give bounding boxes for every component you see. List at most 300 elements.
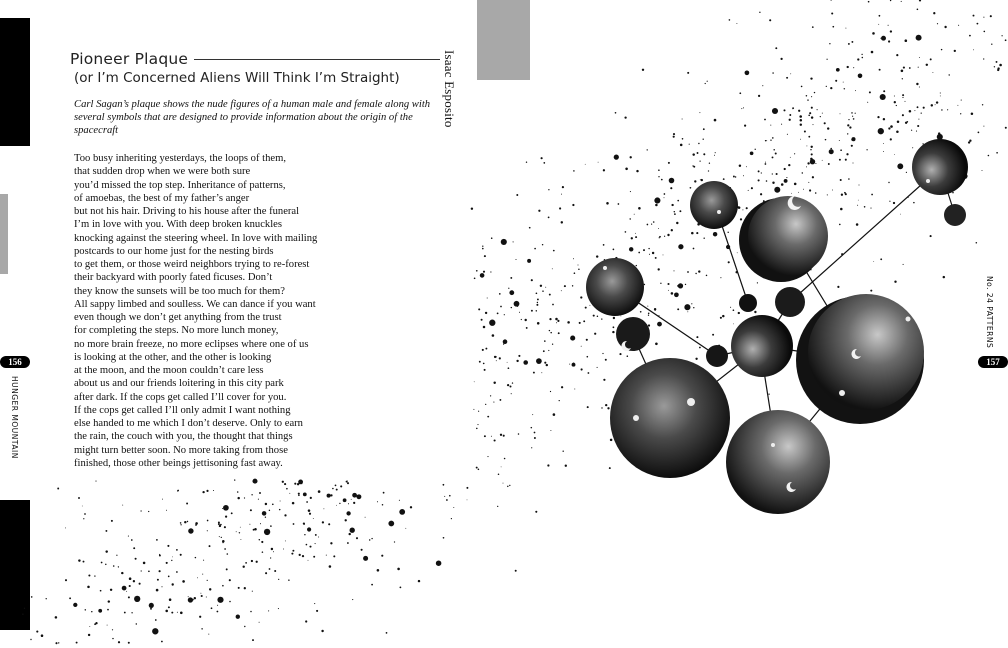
star-dot [603, 379, 605, 381]
star-dot [657, 322, 662, 327]
star-dot [306, 501, 308, 503]
star-dot [937, 23, 938, 24]
star-dot [743, 107, 744, 108]
star-dot [893, 202, 895, 204]
star-dot [926, 64, 928, 66]
poem-body [74, 152, 374, 470]
star-dot [879, 15, 881, 17]
star-dot [912, 147, 913, 148]
star-dot [667, 234, 669, 236]
star-dot [519, 312, 520, 313]
star-dot [521, 319, 522, 320]
star-dot [674, 213, 676, 215]
poem-line: else handed to me which I don’t deserve. Only to earn [74, 418, 303, 429]
star-dot [377, 501, 378, 502]
star-dot [943, 276, 945, 278]
star-dot [728, 261, 730, 263]
star-dot [570, 336, 575, 341]
star-dot [707, 81, 708, 82]
star-dot [807, 99, 808, 100]
star-dot [547, 464, 549, 466]
star-dot [485, 404, 486, 405]
star-dot [760, 193, 762, 195]
star-dot [508, 288, 509, 289]
star-dot [638, 207, 641, 210]
star-dot [916, 35, 922, 41]
star-dot [585, 307, 587, 309]
star-dot [476, 467, 478, 469]
star-dot [846, 153, 848, 155]
star-dot [602, 353, 603, 354]
star-dot [822, 113, 823, 114]
star-dot [363, 556, 368, 561]
poem-epigraph: Carl Sagan’s plaque shows the nude figures of a human male and female along with several symbols that are designed to provide information about the origin of the spacecraft [74, 99, 431, 136]
poem-line: of amoebas, the best of my father’s anger [74, 192, 250, 204]
star-dot [754, 311, 756, 313]
star-dot [507, 362, 508, 363]
star-dot [110, 589, 112, 591]
left-page-number: 156 [0, 356, 30, 368]
star-dot [691, 303, 692, 304]
star-dot [293, 523, 295, 525]
star-dot [775, 47, 777, 49]
star-dot [654, 310, 655, 311]
star-dot [581, 368, 583, 370]
star-dot [546, 364, 548, 366]
star-dot [983, 17, 984, 18]
star-dot [303, 493, 307, 497]
star-dot [806, 145, 807, 146]
star-dot [888, 25, 889, 26]
star-dot [280, 501, 281, 502]
title-rule [194, 59, 440, 60]
star-dot [829, 43, 830, 44]
star-dot [790, 73, 791, 74]
star-dot [873, 261, 874, 262]
star-dot [244, 587, 246, 589]
star-dot [82, 506, 83, 507]
star-dot [321, 630, 323, 632]
star-dot [541, 157, 543, 159]
star-dot [527, 259, 531, 263]
star-dot [273, 551, 274, 552]
star-dot [786, 77, 788, 79]
star-dot [864, 206, 866, 208]
star-dot [237, 497, 239, 499]
star-dot [177, 612, 178, 613]
star-dot [900, 214, 901, 215]
star-dot [330, 494, 332, 496]
poem-line: but not his hair. Driving to his house after the funeral [74, 206, 300, 217]
star-dot [476, 428, 478, 430]
star-dot [762, 85, 763, 86]
star-dot [769, 19, 771, 21]
star-dot [131, 612, 132, 613]
star-dot [351, 499, 352, 500]
star-dot [478, 411, 479, 412]
star-dot [347, 542, 349, 544]
star-dot [933, 12, 935, 14]
star-dot [709, 163, 710, 164]
star-dot [489, 320, 495, 326]
star-dot [801, 86, 803, 88]
star-dot [278, 579, 279, 580]
star-dot [186, 503, 188, 505]
star-dot [612, 331, 614, 333]
star-dot [894, 154, 895, 155]
star-dot [476, 270, 478, 272]
star-dot [671, 229, 673, 231]
poem-line: finished, those other beings jettisoning fast away. [74, 457, 283, 469]
star-dot [808, 182, 809, 183]
star-dot [313, 518, 314, 519]
star-dot [471, 207, 473, 209]
star-dot [976, 242, 978, 244]
star-dot [399, 500, 400, 501]
star-dot [810, 77, 812, 79]
star-dot [308, 560, 309, 561]
star-dot [265, 517, 266, 518]
star-dot [880, 38, 881, 39]
star-dot [996, 61, 998, 63]
star-dot [812, 124, 813, 125]
star-dot [835, 80, 837, 82]
star-dot [768, 393, 769, 394]
star-dot [837, 286, 839, 288]
star-dot [112, 638, 113, 639]
star-dot [128, 596, 130, 598]
star-dot [249, 524, 250, 525]
star-dot [265, 503, 267, 505]
star-dot [586, 339, 588, 341]
star-dot [162, 499, 163, 500]
star-dot [555, 318, 558, 321]
star-dot [775, 188, 777, 190]
star-dot [669, 178, 675, 184]
star-dot [418, 580, 420, 582]
star-dot [543, 162, 545, 164]
star-dot [913, 202, 915, 204]
star-dot [917, 106, 919, 108]
star-dot [848, 178, 850, 180]
star-dot [105, 550, 107, 552]
star-dot [781, 124, 782, 125]
star-dot [722, 315, 724, 317]
star-dot [562, 450, 563, 451]
left-running-head: HUNGER MOUNTAIN [10, 376, 19, 459]
star-dot [46, 598, 47, 599]
star-dot [168, 576, 170, 578]
star-dot [244, 497, 245, 498]
star-dot [687, 72, 689, 74]
star-dot [299, 554, 301, 556]
star-dot [219, 536, 220, 537]
star-dot [223, 505, 229, 511]
star-dot [879, 69, 881, 71]
star-dot [494, 439, 496, 441]
star-dot [484, 255, 486, 257]
star-dot [467, 499, 468, 500]
star-dot [983, 58, 984, 59]
star-dot [490, 395, 491, 396]
poem-title-row [70, 48, 440, 70]
star-dot [919, 57, 920, 58]
star-dot [811, 96, 812, 97]
star-dot [297, 483, 299, 485]
star-dot [561, 386, 563, 388]
star-dot [180, 554, 182, 556]
star-dot [514, 301, 520, 307]
star-dot [687, 271, 689, 273]
star-dot [877, 116, 879, 118]
star-dot [940, 92, 941, 93]
star-dot [815, 163, 816, 164]
star-dot [856, 223, 859, 226]
star-dot [614, 154, 619, 159]
star-dot [982, 170, 983, 171]
star-dot [561, 290, 562, 291]
star-dot [270, 557, 271, 558]
star-dot [180, 612, 183, 615]
star-dot [698, 270, 700, 272]
star-dot [124, 612, 126, 614]
star-dot [733, 323, 734, 324]
star-dot [940, 95, 941, 96]
star-dot [774, 187, 780, 193]
star-dot [693, 307, 694, 308]
star-dot [640, 311, 642, 313]
star-dot [492, 334, 495, 337]
star-dot [664, 193, 666, 195]
star-dot [826, 86, 827, 87]
star-dot [269, 568, 271, 570]
star-dot [598, 162, 599, 163]
star-dot [478, 308, 480, 310]
star-dot [261, 541, 263, 543]
star-dot [36, 631, 38, 633]
star-dot [499, 399, 501, 401]
star-dot [827, 194, 828, 195]
star-dot [764, 119, 766, 121]
star-dot [515, 570, 517, 572]
star-dot [304, 534, 305, 535]
star-dot [742, 209, 743, 210]
star-dot [751, 187, 753, 189]
star-dot [541, 372, 542, 373]
star-dot [501, 239, 507, 245]
star-dot [651, 224, 652, 225]
star-dot [513, 241, 514, 242]
star-dot [870, 208, 871, 209]
star-dot [121, 572, 123, 574]
star-dot [808, 114, 810, 116]
star-dot [800, 123, 802, 125]
star-dot [289, 493, 290, 494]
star-dot [983, 31, 985, 33]
star-dot [496, 360, 497, 361]
star-dot [503, 483, 504, 484]
star-dot [784, 168, 786, 170]
star-dot [804, 130, 806, 132]
star-dot [765, 163, 767, 165]
star-dot [557, 320, 559, 322]
star-dot [772, 72, 774, 74]
star-dot [903, 264, 904, 265]
star-dot [352, 599, 353, 600]
star-dot [708, 170, 709, 171]
star-dot [757, 282, 758, 283]
star-dot [542, 244, 543, 245]
star-dot [451, 518, 452, 519]
moon-circles [586, 139, 968, 514]
star-dot [284, 514, 286, 516]
star-dot [658, 228, 659, 229]
star-dot [648, 248, 649, 249]
star-dot [828, 163, 830, 165]
star-dot [703, 128, 705, 130]
star-dot [761, 172, 762, 173]
star-dot [218, 521, 220, 523]
star-dot [270, 525, 272, 527]
star-dot [216, 611, 218, 613]
star-dot [497, 313, 499, 315]
star-dot [206, 597, 207, 598]
star-dot [857, 58, 859, 60]
poem-line: that sudden drop when we were both sure [74, 166, 251, 178]
star-dot [371, 584, 373, 586]
star-dot [748, 190, 749, 191]
star-dot [733, 176, 735, 178]
star-dot [958, 25, 959, 26]
star-dot [806, 95, 808, 97]
star-dot [172, 583, 174, 585]
star-dot [888, 40, 890, 42]
star-dot [902, 97, 903, 98]
star-dot [894, 281, 896, 283]
star-dot [84, 513, 86, 515]
poem-line: postcards to our home just for the nesting birds [74, 245, 274, 257]
star-dot [811, 146, 813, 148]
star-dot [510, 277, 512, 279]
star-dot [830, 87, 832, 89]
star-dot [572, 204, 574, 206]
star-dot [197, 577, 198, 578]
star-dot [680, 144, 683, 147]
star-dot [1005, 39, 1007, 41]
poem-line: to get them, or those weird neighbors trying to re-forest [74, 259, 310, 270]
star-dot [625, 168, 628, 171]
star-dot [780, 58, 782, 60]
star-dot [31, 596, 33, 598]
star-dot [689, 144, 690, 145]
star-dot [896, 105, 897, 106]
star-dot [775, 152, 777, 154]
star-dot [938, 132, 940, 134]
star-dot [905, 101, 906, 102]
star-dot [855, 90, 856, 91]
star-dot [483, 363, 485, 365]
star-dot [773, 149, 775, 151]
star-dot [791, 193, 792, 194]
star-dot [157, 579, 159, 581]
star-dot [537, 322, 540, 325]
star-dot [848, 119, 849, 120]
star-dot [581, 346, 582, 347]
star-dot [839, 159, 841, 161]
star-dot [516, 194, 518, 196]
star-dot [620, 316, 621, 317]
star-dot [840, 113, 841, 114]
star-dot [685, 284, 686, 285]
star-dot [188, 596, 189, 597]
star-dot [610, 439, 613, 442]
star-dot [237, 491, 239, 493]
star-dot [983, 126, 984, 127]
star-dot [629, 218, 630, 219]
star-dot [558, 332, 560, 334]
star-dot [24, 608, 25, 609]
star-dot [574, 389, 575, 390]
star-dot [201, 595, 203, 597]
star-dot [836, 68, 840, 72]
star-dot [851, 139, 853, 141]
star-dot [243, 566, 245, 568]
star-dot [328, 523, 330, 525]
star-dot [203, 560, 204, 561]
star-dot [565, 465, 567, 467]
star-dot [388, 521, 394, 527]
star-dot [107, 609, 109, 611]
star-dot [260, 523, 261, 524]
star-dot [889, 201, 890, 202]
star-dot [701, 179, 703, 181]
star-dot [866, 149, 867, 150]
star-dot [944, 26, 946, 28]
star-dot [914, 110, 915, 111]
star-dot [544, 340, 546, 342]
star-dot [258, 499, 259, 500]
star-dot [262, 551, 264, 553]
star-dot [695, 273, 696, 274]
star-dot [272, 503, 274, 505]
star-dot [397, 568, 400, 571]
star-dot [526, 327, 528, 329]
star-dot [809, 112, 811, 114]
poem-line: at the moon, and the moon couldn’t care less [74, 365, 264, 376]
star-dot [673, 136, 675, 138]
star-dot [663, 254, 664, 255]
star-dot [259, 539, 260, 540]
star-dot [932, 72, 933, 73]
star-dot [220, 524, 222, 526]
poem-line: you’d missed the top step. Inheritance of patterns, [74, 179, 286, 191]
star-dot [812, 26, 814, 28]
star-dot [679, 210, 681, 212]
star-dot [684, 304, 690, 310]
poem-line: even though we don’t get anything from the trust [74, 312, 282, 323]
star-dot [336, 489, 338, 491]
star-dot [278, 608, 279, 609]
star-dot [723, 178, 725, 180]
poem-line: I’m in love with you. With deep broken knuckles [74, 219, 282, 231]
star-dot [977, 23, 979, 25]
star-dot [841, 194, 843, 196]
star-dot [182, 580, 185, 583]
star-dot [222, 540, 225, 543]
star-dot [878, 128, 884, 134]
star-dot [262, 511, 267, 516]
star-dot [888, 182, 889, 183]
